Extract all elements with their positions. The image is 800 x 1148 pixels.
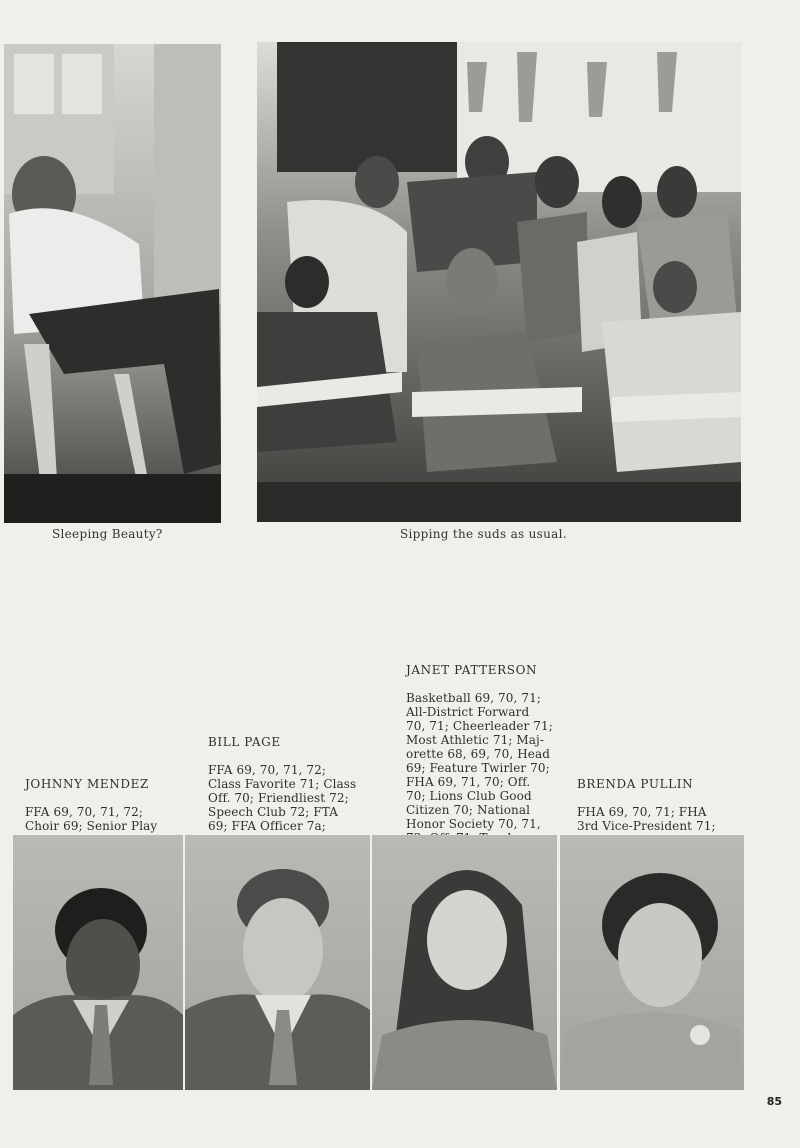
senior-bio-janet-patterson [406, 649, 553, 845]
sleeping-beauty-caption: Sleeping Beauty? [52, 527, 163, 541]
sipping-suds-caption: Sipping the suds as usual. [400, 527, 567, 541]
senior-name: BRENDA PULLIN [577, 777, 694, 791]
senior-activities: Basketball 69, 70, 71; All-District Forward 70, 71; Cheerleader 71; Most Athletic 71; Maj- orette 68, 69, 70, Head 69; Feature Twirler 70; FHA 69, 71, 70; Off. 70; Lions Club Good Citizen 70; National Honor Society 70, 71, [406, 691, 553, 831]
senior-name: JOHNNY MENDEZ [25, 777, 149, 791]
senior-name: JANET PATTERSON [406, 663, 538, 677]
senior-activities: FFA 69, 70, 71, 72; Class Favorite 71; Class Off. 70; Friendliest 72; Speech Club 72; FTA 69; FFA Officer 7a; [208, 763, 357, 833]
portrait-brenda-pullin [560, 835, 744, 1090]
senior-bio-bill-page [208, 721, 356, 847]
portrait-janet-patterson [372, 835, 557, 1090]
senior-activities: FHA 69, 70, 71; FHA 3rd Vice-President 71; [577, 805, 716, 833]
senior-name: BILL PAGE [208, 735, 281, 749]
sleeping-beauty-photo [4, 44, 221, 523]
sipping-suds-photo [257, 42, 741, 522]
portrait-bill-page [185, 835, 370, 1090]
page-number: 85 [766, 1095, 782, 1108]
portrait-johnny-mendez [13, 835, 183, 1090]
senior-activities: FFA 69, 70, 71, 72; Choir 69; Senior Play [25, 805, 158, 833]
